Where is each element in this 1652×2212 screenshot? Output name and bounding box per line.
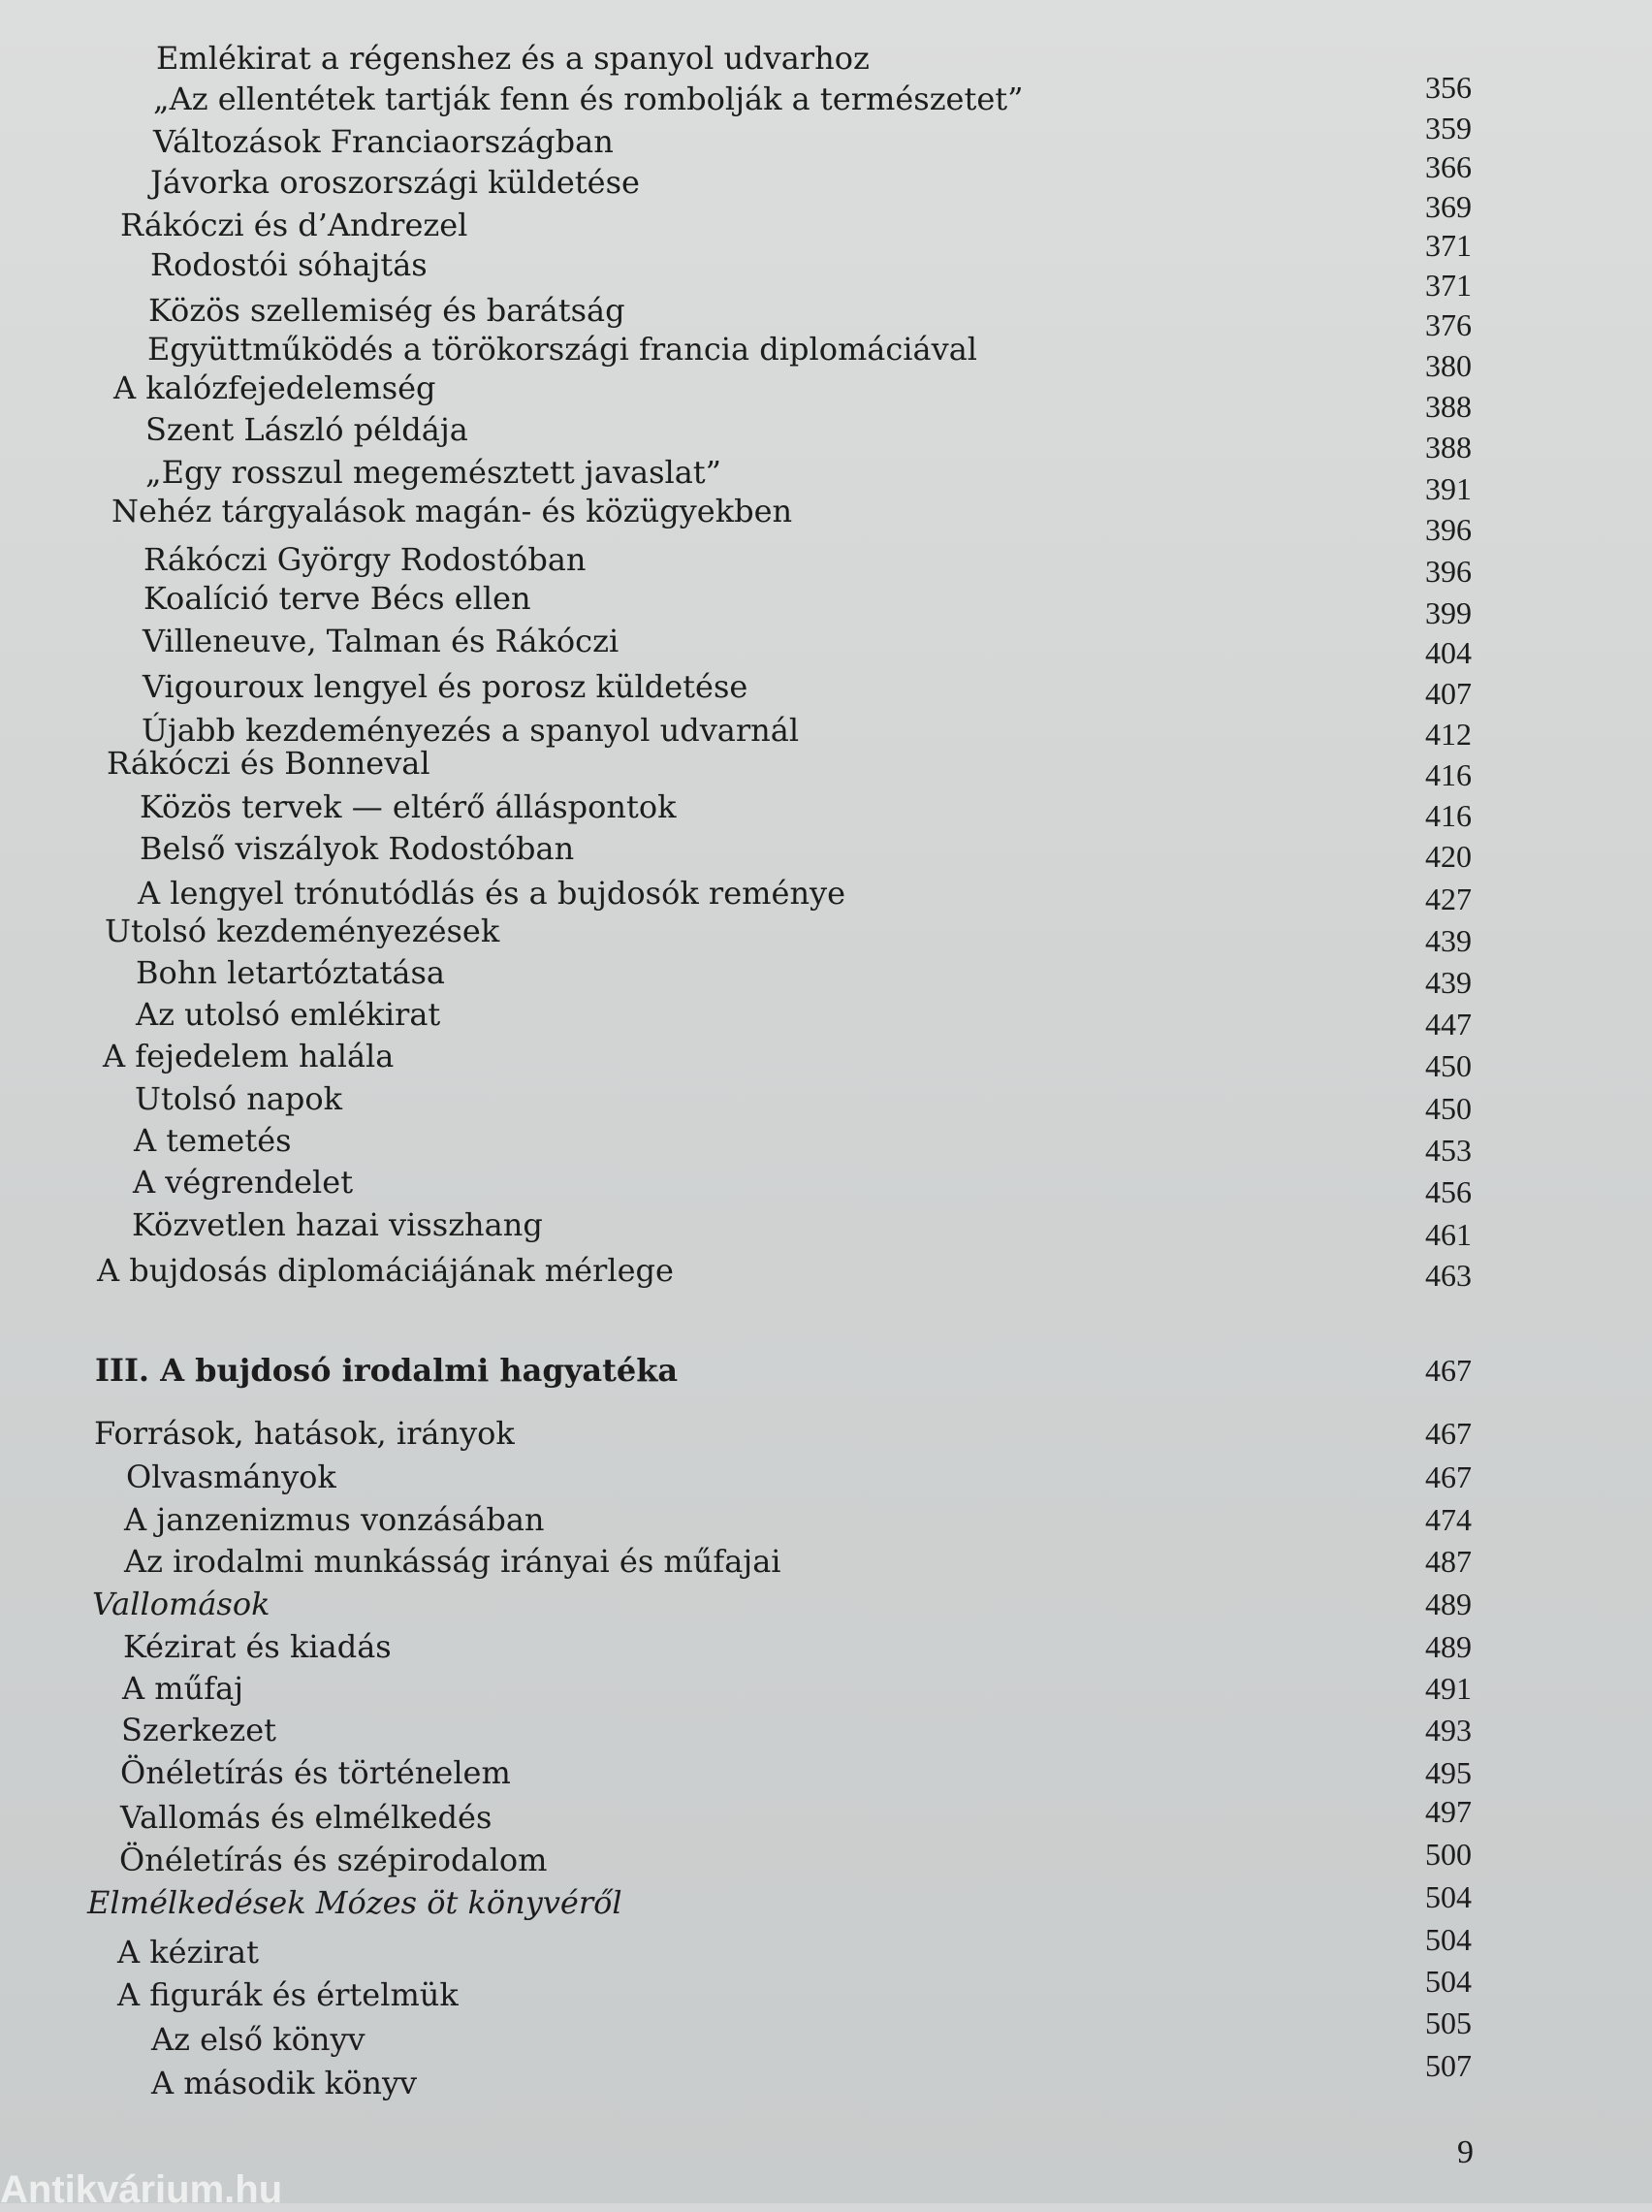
toc-entry [0,1669,1652,1708]
toc-entry [0,330,1652,383]
entry-title: A fejedelem halála [103,1038,395,1074]
entry-title: Az irodalmi munkásság irányai és műfajai [124,1543,781,1580]
entry-page: 467 [1425,1459,1472,1494]
entry-page: 359 [1425,111,1472,145]
entry-page: 399 [1425,595,1472,630]
toc-entry [0,1794,1652,1837]
entry-title: Olvasmányok [126,1459,336,1495]
entry-title: Szerkezet [121,1712,276,1748]
toc-entry [0,1585,1652,1623]
entry-title: Rákóczi György Rodostóban [143,541,587,578]
toc-entry [0,369,1652,424]
toc-entry [0,1037,1652,1083]
entry-title: „Az ellentétek tartják fenn és rombolják a természetet” [153,80,1024,117]
entry-title: Együttműködés a törökországi francia diplomáciával [147,331,977,368]
entry-title: A lengyel trónutódlás és a bujdosók reménye [138,875,846,912]
entry-title: A második könyv [151,2065,418,2101]
entry-page: 456 [1425,1174,1472,1209]
entry-title: Változások Franciaországban [153,123,614,160]
toc-entry [0,1837,1652,1879]
entry-title: A figurák és értelmük [117,1976,459,2013]
toc-entry [0,1205,1652,1252]
toc-entry [0,829,1652,874]
entry-page: 487 [1425,1544,1472,1579]
entry-page: 391 [1425,471,1472,506]
entry-title: „Egy rosszul megemésztett javaslat” [145,454,722,491]
entry-page: 416 [1425,798,1472,833]
entry-page: 461 [1425,1217,1472,1252]
toc-entry [0,1414,1652,1453]
entry-page: 366 [1425,149,1472,184]
toc-entry [0,1542,1652,1581]
entry-title: Vallomások [92,1586,270,1622]
toc-entry [0,1500,1652,1539]
toc-entry [0,540,1652,589]
toc-entry [0,1079,1652,1126]
entry-title: Közös tervek — eltérő álláspontok [140,788,677,825]
entry-page: 412 [1425,717,1472,752]
entry-page: 427 [1425,882,1472,916]
toc-entry [0,1711,1652,1749]
toc-entry [0,579,1652,630]
toc-entry [0,453,1652,506]
entry-title: Elmélkedések Mózes öt könyvéről [87,1884,622,1921]
toc-entry [0,1163,1652,1209]
entry-title: Önéletírás és történelem [120,1754,511,1791]
toc-entry [0,1458,1652,1496]
entry-title: Vallomás és elmélkedés [120,1799,492,1836]
entry-page: 504 [1425,1964,1472,1999]
toc-entry [0,1121,1652,1168]
entry-page: 489 [1425,1587,1472,1621]
entry-title: Belső viszályok Rodostóban [140,830,575,867]
entry-page: 416 [1425,757,1472,792]
toc-entry [0,1627,1652,1666]
toc-entry [0,744,1652,792]
entry-page: 463 [1425,1258,1472,1293]
entry-page: 500 [1425,1837,1472,1872]
entry-page: 376 [1425,307,1472,342]
entry-page: 450 [1425,1048,1472,1083]
entry-title: A janzenizmus vonzásában [124,1501,545,1538]
entry-page: 371 [1425,228,1472,263]
toc-entry [0,291,1652,342]
toc-entry [0,667,1652,711]
entry-page: 505 [1425,2005,1472,2040]
entry-title: Források, hatások, irányok [94,1415,515,1452]
toc-entry [0,2048,1652,2102]
entry-page: 467 [1425,1353,1472,1388]
toc-entry [0,206,1652,263]
entry-title: Bohn letartóztatása [136,954,445,991]
section-title: III. A bujdosó irodalmi hagyatéka [95,1352,679,1389]
entry-title: Önéletírás és szépirodalom [119,1842,548,1878]
entry-title: Nehéz tárgyalások magán- és közügyekben [111,493,793,529]
entry-page: 491 [1425,1671,1472,1706]
toc-entry [0,492,1652,547]
entry-page: 507 [1425,2048,1472,2083]
entry-page: 447 [1425,1007,1472,1042]
entry-page: 396 [1425,554,1472,589]
entry-title: A temetés [134,1122,292,1159]
entry-page: 439 [1425,923,1472,958]
entry-page: 369 [1425,189,1472,224]
toc-entry [0,787,1652,833]
watermark-logo: Antikvárium.hu [0,2168,283,2211]
entry-title: Szent László példája [145,411,468,448]
toc-entry [0,410,1652,465]
entry-page: 439 [1425,965,1472,1000]
entry-page: 380 [1425,348,1472,383]
entry-page: 495 [1425,1755,1472,1790]
entry-title: Közös szellemiség és barátság [148,292,625,329]
entry-page: 504 [1425,1922,1472,1957]
entry-page: 474 [1425,1502,1472,1537]
entry-page: 450 [1425,1091,1472,1126]
toc-entry [0,1251,1652,1293]
entry-page: 396 [1425,512,1472,547]
entry-title: A műfaj [122,1670,244,1707]
entry-title: Jávorka oroszországi küldetése [150,164,640,201]
entry-page: 404 [1425,635,1472,670]
entry-title: Vigouroux lengyel és porosz küldetése [143,668,748,705]
entry-title: A kalózfejedelemség [113,369,436,406]
toc-entry [0,163,1652,224]
entry-page: 388 [1425,430,1472,465]
toc-entry [0,953,1652,1000]
entry-title: Kézirat és kiadás [123,1628,392,1665]
entry-page: 497 [1425,1794,1472,1829]
entry-title: Villeneuve, Talman és Rákóczi [143,623,620,659]
entry-title: Emlékirat a régenshez és a spanyol udvarhoz [156,40,870,77]
toc-entry [0,245,1652,303]
entry-page: 407 [1425,676,1472,711]
toc-entry [0,1753,1652,1792]
page-number: 9 [1457,2134,1474,2170]
entry-title: Utolsó kezdeményezések [105,913,500,949]
toc-entry [0,874,1652,916]
entry-title: A végrendelet [133,1164,354,1201]
entry-title: A kézirat [117,1934,259,1971]
entry-title: Utolsó napok [135,1080,343,1117]
toc-entry [0,1879,1652,1922]
entry-page: 489 [1425,1629,1472,1664]
entry-page: 388 [1425,389,1472,424]
entry-page: 356 [1425,70,1472,105]
entry-title: Koalíció terve Bécs ellen [143,580,531,617]
entry-title: Az utolsó emlékirat [136,996,441,1033]
entry-page: 371 [1425,268,1472,303]
entry-page: 493 [1425,1713,1472,1747]
entry-page: 453 [1425,1133,1472,1168]
entry-page: 420 [1425,839,1472,874]
toc-section-heading [0,1351,1652,1390]
toc-entry [0,622,1652,670]
entry-title: Rákóczi és Bonneval [107,745,430,782]
entry-title: Rodostói sóhajtás [150,246,428,283]
toc-entry [0,995,1652,1042]
entry-page: 504 [1425,1879,1472,1914]
toc-entry [0,912,1652,958]
entry-page: 467 [1425,1416,1472,1451]
entry-title: Az első könyv [151,2021,365,2058]
entry-title: Közvetlen hazai visszhang [132,1206,543,1243]
entry-title: A bujdosás diplomáciájának mérlege [97,1252,674,1289]
entry-title: Rákóczi és d’Andrezel [120,207,468,243]
entry-title: Újabb kezdeményezés a spanyol udvarnál [142,712,800,749]
